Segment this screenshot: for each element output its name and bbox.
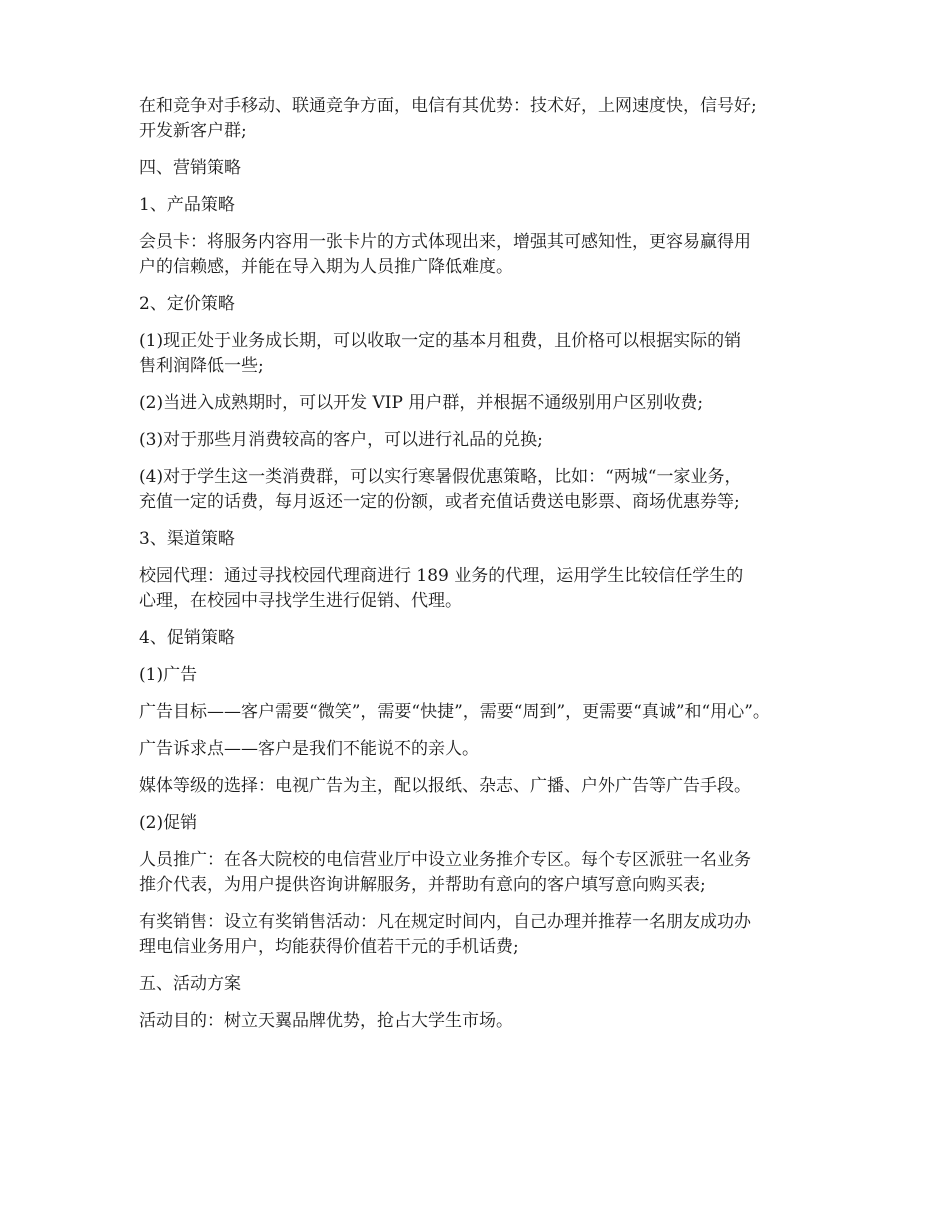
- paragraph: [139, 527, 819, 552]
- paragraph-line: (1)广告: [139, 665, 198, 685]
- paragraph-line: 校园代理：通过寻找校园代理商进行 189 业务的代理，运用学生比较信任学生的: [139, 566, 744, 586]
- paragraph: [139, 811, 819, 836]
- paragraph: [139, 910, 819, 960]
- document-body: [139, 94, 819, 1046]
- paragraph: [139, 94, 819, 144]
- paragraph-line: 有奖销售：设立有奖销售活动：凡在规定时间内，自己办理并推荐一名朋友成功办: [139, 912, 751, 932]
- paragraph: [139, 774, 819, 799]
- paragraph-line: 在和竞争对手移动、联通竞争方面，电信有其优势：技术好，上网速度快，信号好;: [139, 96, 757, 116]
- paragraph: [139, 626, 819, 651]
- paragraph: [139, 428, 819, 453]
- paragraph: [139, 465, 819, 515]
- paragraph: [139, 292, 819, 317]
- paragraph-line: 理电信业务用户，均能获得价值若干元的手机话费;: [139, 937, 519, 957]
- paragraph: [139, 700, 819, 725]
- paragraph-line: 3、渠道策略: [139, 529, 235, 549]
- paragraph: [139, 156, 819, 181]
- paragraph: [139, 230, 819, 280]
- paragraph: [139, 391, 819, 416]
- paragraph-line: 2、定价策略: [139, 294, 235, 314]
- paragraph-line: 心理，在校园中寻找学生进行促销、代理。: [139, 591, 462, 611]
- paragraph-line: 五、活动方案: [139, 974, 241, 994]
- paragraph-line: 广告目标——客户需要“微笑”，需要“快捷”，需要“周到”，更需要“真诚”和“用心”。: [139, 702, 770, 722]
- paragraph-line: 四、营销策略: [139, 158, 241, 178]
- paragraph-line: 1、产品策略: [139, 195, 235, 215]
- paragraph-line: (3)对于那些月消费较高的客户，可以进行礼品的兑换;: [139, 430, 543, 450]
- paragraph: [139, 1009, 819, 1034]
- paragraph-line: 人员推广：在各大院校的电信营业厅中设立业务推介专区。每个专区派驻一名业务: [139, 850, 751, 870]
- paragraph: [139, 193, 819, 218]
- paragraph-line: 媒体等级的选择：电视广告为主，配以报纸、杂志、广播、户外广告等广告手段。: [139, 776, 751, 796]
- paragraph-line: 开发新客户群;: [139, 121, 247, 141]
- paragraph-line: 充值一定的话费，每月返还一定的份额，或者充值话费送电影票、商场优惠券等;: [139, 492, 740, 512]
- paragraph: [139, 663, 819, 688]
- paragraph-line: (1)现正处于业务成长期，可以收取一定的基本月租费，且价格可以根据实际的销: [139, 331, 742, 351]
- paragraph-line: (4)对于学生这一类消费群，可以实行寒暑假优惠策略，比如：“两城“一家业务，: [139, 467, 742, 487]
- paragraph: [139, 564, 819, 614]
- paragraph-line: 广告诉求点——客户是我们不能说不的亲人。: [139, 739, 479, 759]
- paragraph-line: (2)当进入成熟期时，可以开发 VIP 用户群，并根据不通级别用户区别收费;: [139, 393, 704, 413]
- paragraph-line: 4、促销策略: [139, 628, 235, 648]
- paragraph-line: 活动目的：树立天翼品牌优势，抢占大学生市场。: [139, 1011, 513, 1031]
- paragraph-line: 推介代表，为用户提供咨询讲解服务，并帮助有意向的客户填写意向购买表;: [139, 875, 706, 895]
- paragraph: [139, 329, 819, 379]
- paragraph: [139, 848, 819, 898]
- paragraph-line: 售利润降低一些;: [139, 356, 264, 376]
- paragraph: [139, 972, 819, 997]
- paragraph-line: (2)促销: [139, 813, 198, 833]
- paragraph: [139, 737, 819, 762]
- paragraph-line: 会员卡：将服务内容用一张卡片的方式体现出来，增强其可感知性，更容易赢得用: [139, 232, 751, 252]
- paragraph-line: 户的信赖感，并能在导入期为人员推广降低难度。: [139, 257, 513, 277]
